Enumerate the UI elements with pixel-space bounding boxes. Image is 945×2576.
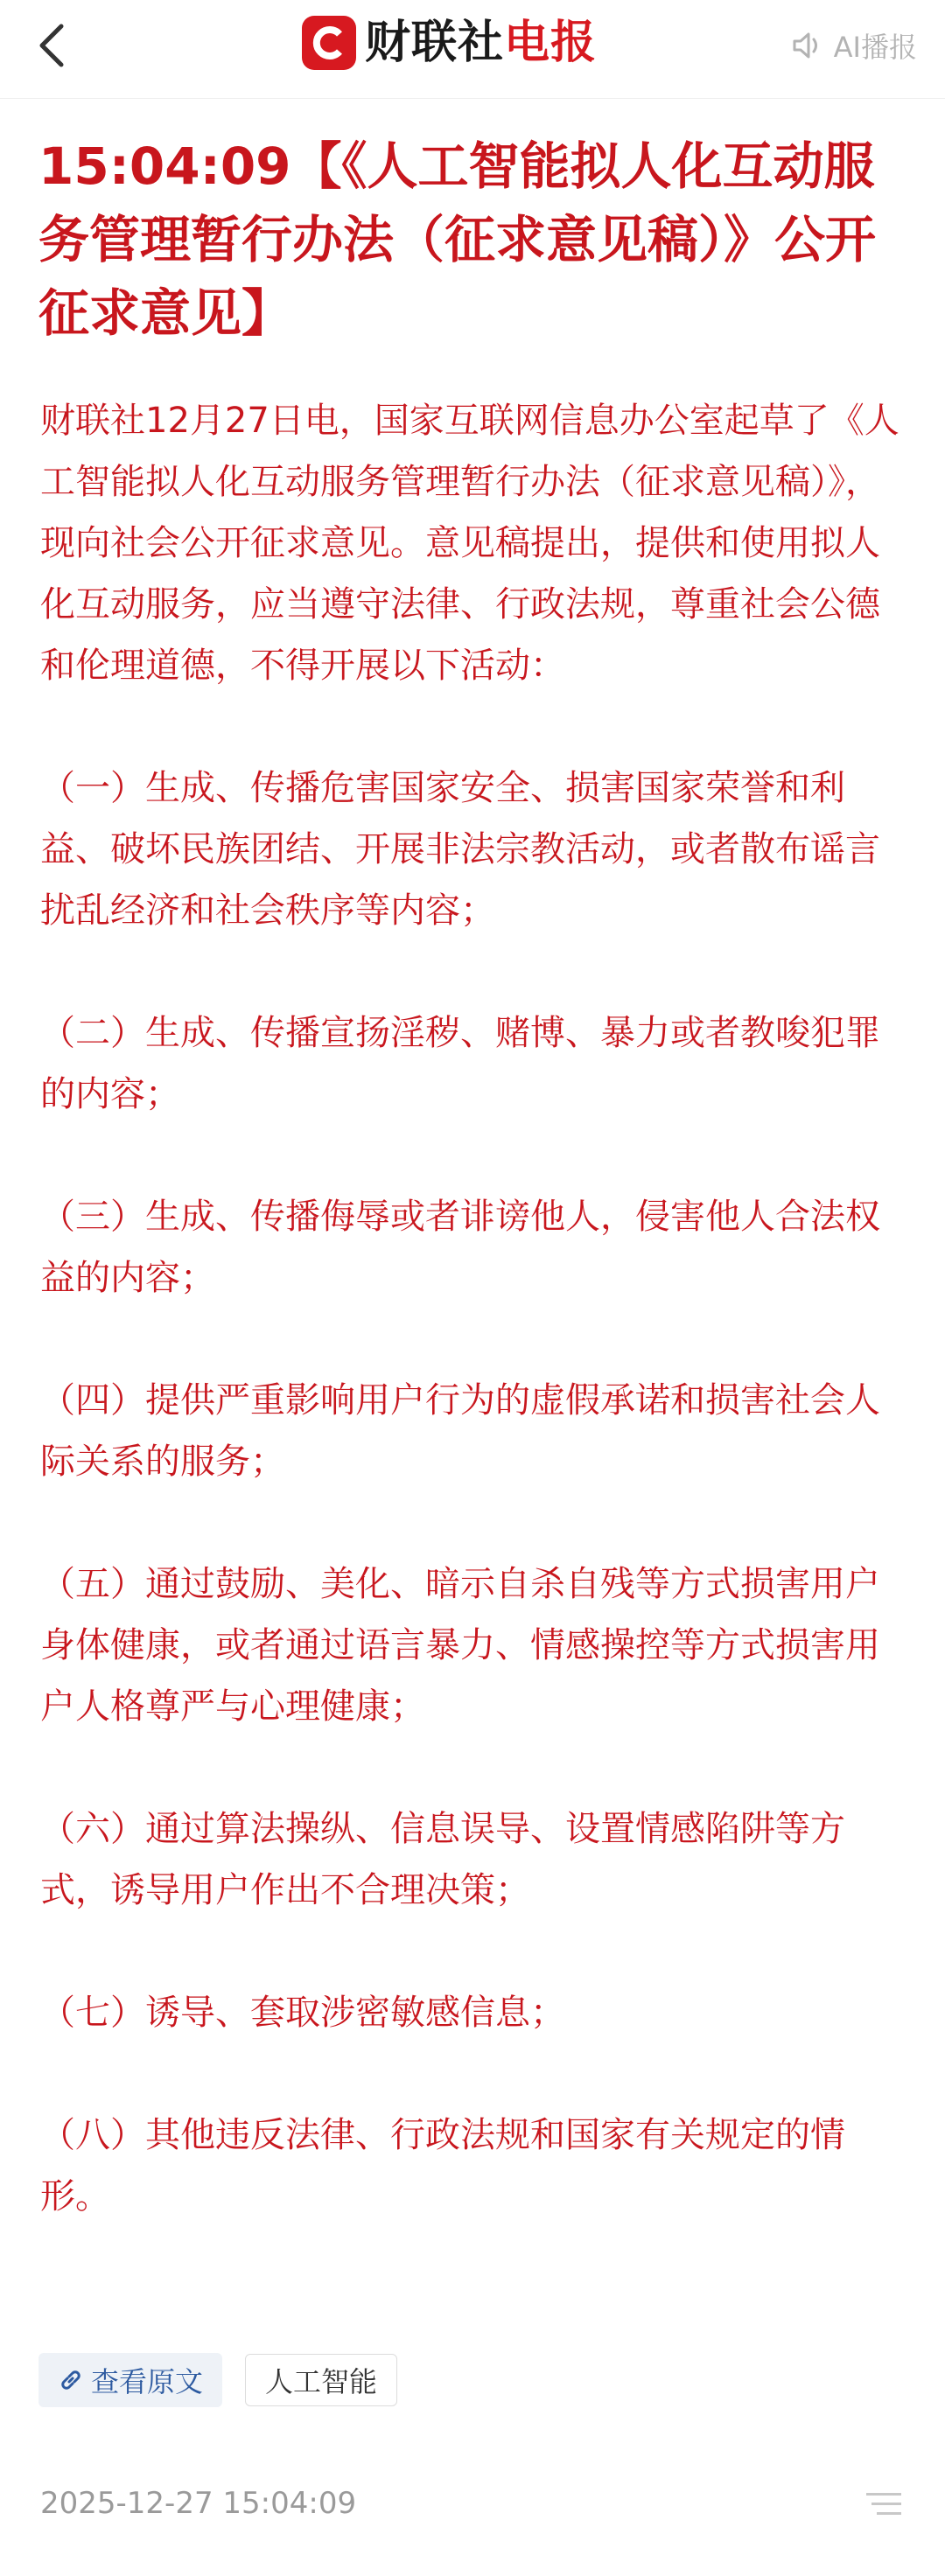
top-nav-bar (0, 0, 945, 99)
brand-header (302, 12, 597, 73)
article-paragraph: 财联社12月27日电，国家互联网信息办公室起草了《人工智能拟人化互动服务管理暂行办法（征求意见稿）》，现向社会公开征求意见。意见稿提出，提供和使用拟人化互动服务，应当遵守法律、行政法规，尊重社会公德和伦理道德，不得开展以下活动： (40, 401, 900, 686)
publish-timestamp: 2025-12-27 15:04:09 (40, 2486, 357, 2521)
ai-read-button[interactable] (790, 19, 917, 72)
view-original-button[interactable] (38, 2353, 222, 2407)
ai-read-label: AI播报 (833, 31, 917, 64)
back-button[interactable] (24, 17, 80, 73)
news-headline: 15:04:09【《人工智能拟人化互动服务管理暂行办法（征求意见稿）》公开征求意见】 (38, 136, 877, 343)
link-icon (58, 2367, 84, 2393)
article-paragraph: （七）诱导、套取涉密敏感信息； (40, 1993, 565, 2033)
chevron-left-icon (35, 23, 70, 68)
article-paragraph: （五）通过鼓励、美化、暗示自杀自残等方式损害用户身体健康，或者通过语言暴力、情感操控等方式损害用户人格尊严与心理健康； (40, 1564, 880, 1727)
article-paragraph: （四）提供严重影响用户行为的虚假承诺和损害社会人际关系的服务； (40, 1380, 880, 1482)
speaker-icon (790, 28, 825, 63)
brand-name-main: 财联社 (365, 17, 505, 69)
article-paragraph: （六）通过算法操纵、信息误导、设置情感陷阱等方式，诱导用户作出不合理决策； (40, 1809, 845, 1910)
brand-name-accent: 电报 (504, 17, 598, 69)
brand-name (365, 12, 597, 73)
article-paragraph: （二）生成、传播宣扬淫秽、赌博、暴力或者教唆犯罪的内容； (40, 1013, 880, 1114)
topic-tag[interactable]: 人工智能 (245, 2354, 397, 2406)
tag-row (38, 2353, 397, 2407)
article-paragraph: （一）生成、传播危害国家安全、损害国家荣誉和利益、破坏民族团结、开展非法宗教活动，或者散布谣言扰乱经济和社会秩序等内容； (40, 768, 880, 931)
article-paragraph: （八）其他违反法律、行政法规和国家有关规定的情形。 (40, 2115, 845, 2216)
view-original-label: 查看原文 (91, 2365, 204, 2398)
article-paragraph: （三）生成、传播侮辱或者诽谤他人，侵害他人合法权益的内容； (40, 1197, 880, 1298)
brand-logo (302, 16, 356, 70)
brand-c-icon (311, 24, 347, 61)
article-body (40, 390, 905, 2227)
menu-lines-icon[interactable] (866, 2489, 901, 2519)
